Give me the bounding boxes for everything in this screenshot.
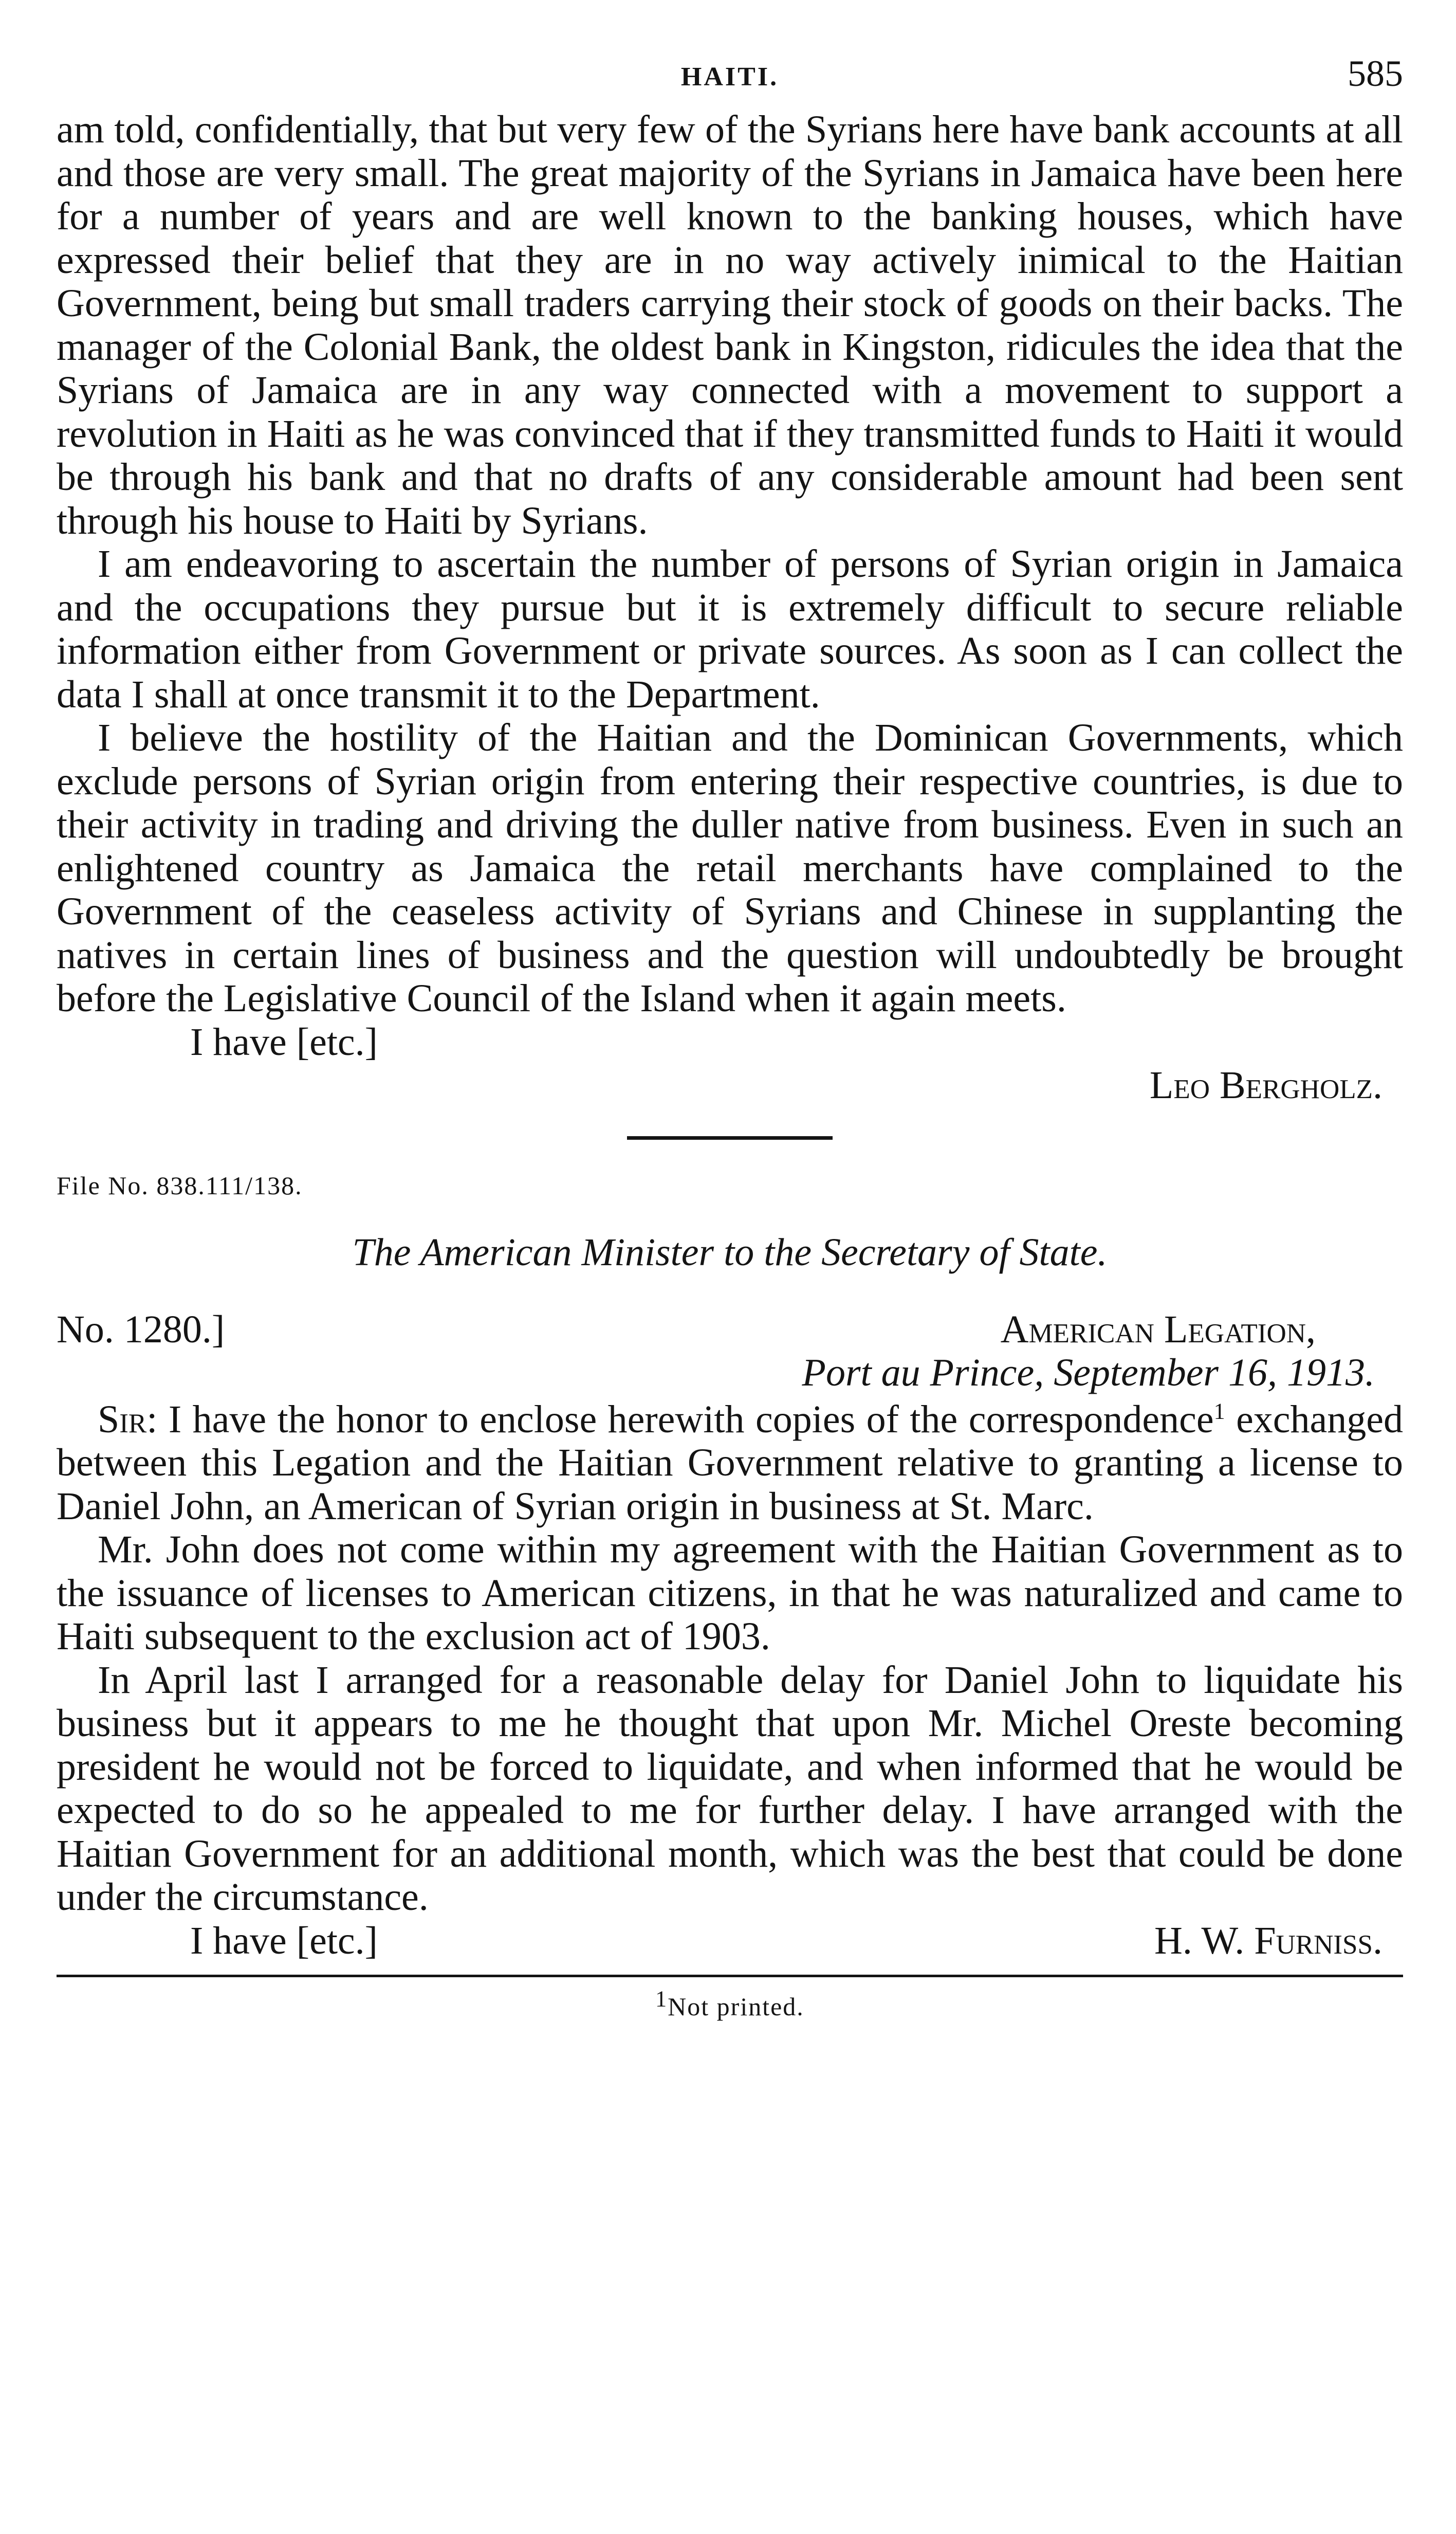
closing-row [57, 1919, 1403, 1965]
paragraph [57, 1398, 1403, 1528]
letter-furniss-body [57, 1398, 1403, 1919]
document-title: The American Minister to the Secretary of State. [352, 1230, 1108, 1274]
place-date: Port au Prince, September 16, 1913. [802, 1351, 1375, 1394]
paragraph-text: I have the honor to enclose herewith copies of the correspondence [168, 1397, 1214, 1441]
footnote [57, 1985, 1403, 2021]
footnote-rule [57, 1975, 1403, 1977]
salutation: Sir: [98, 1397, 158, 1441]
document-page [57, 41, 1403, 2021]
paragraph: I am endeavoring to ascertain the number of persons of Syrian origin in Jamaica and the occupations they pursue but it is extremely difficult to secure reliable information either from Government or private sources. As soon as I can collect the data I shall at once transmit it to the Department. [57, 542, 1403, 716]
paragraph: am told, confidentially, that but very few of the Syrians here have bank accounts at all and those are very small. The great majority of the Syrians in Jamaica have been here for a number of years and are well known to the banking houses, which have expressed their belief that they are in no way actively inimical to the Haitian Government, being but small traders carrying their stock of goods on their backs. The manager of the Colonial Bank, the oldest bank in Kingston, ridicules the idea that the Syrians of Jamaica are in any way connected with a movement to support a revolution in Haiti as he was convinced that if they transmitted funds to Haiti it would be through his bank and that no drafts of any considerable amount had been sent through his house to Haiti by Syrians. [57, 108, 1403, 542]
signature: H. W. Furniss. [1154, 1919, 1383, 1962]
legation-name: American Legation, [1000, 1307, 1316, 1351]
closing-formula: I have [etc.] [190, 1020, 378, 1064]
section-divider [627, 1136, 833, 1140]
signature: Leo Bergholz. [1149, 1064, 1383, 1107]
dispatch-number: No. 1280.] [57, 1307, 225, 1351]
paragraph-text: exchanged between this Legation and the Haitian Government relative to granting a license to Daniel John, an American of Syrian origin in business at St. Marc. [57, 1397, 1403, 1528]
paragraph: I believe the hostility of the Haitian and the Dominican Governments, which exclude persons of Syrian origin from entering their respective countries, is due to their activity in trading and driving the duller native from business. Even in such an enlightened country as Jamaica the retail merchants have complained to the Government of the ceaseless activity of Syrians and Chinese in supplanting the natives in certain lines of business and the question will undoubtedly be brought before the Legislative Council of the Island when it again meets. [57, 716, 1403, 1020]
footnote-reference: 1 [1213, 1398, 1225, 1424]
closing-formula: I have [etc.] [190, 1919, 378, 1962]
page-number: 585 [1348, 53, 1403, 94]
file-number: File No. 838.111/138. [57, 1171, 303, 1200]
footnote-text: Not printed. [668, 1992, 804, 2021]
page-header [57, 41, 1403, 108]
dateline [57, 1308, 1403, 1398]
paragraph: In April last I arranged for a reasonable delay for Daniel John to liquidate his business but it appears to me he thought that upon Mr. Michel Oreste becoming president he would not be forced to liquidate, and when informed that he would be expected to do so he appealed to me for further delay. I have arranged with the Haitian Government for an additional month, which was the best that could be done under the circumstance. [57, 1658, 1403, 1919]
letter-bergholz-body [57, 108, 1403, 1020]
paragraph: Mr. John does not come within my agreement with the Haitian Government as to the issuance of licenses to American citizens, in that he was naturalized and came to Haiti subsequent to the exclusion act of 1903. [57, 1528, 1403, 1658]
running-head: HAITI. [680, 62, 779, 92]
footnote-mark: 1 [655, 1985, 668, 2011]
